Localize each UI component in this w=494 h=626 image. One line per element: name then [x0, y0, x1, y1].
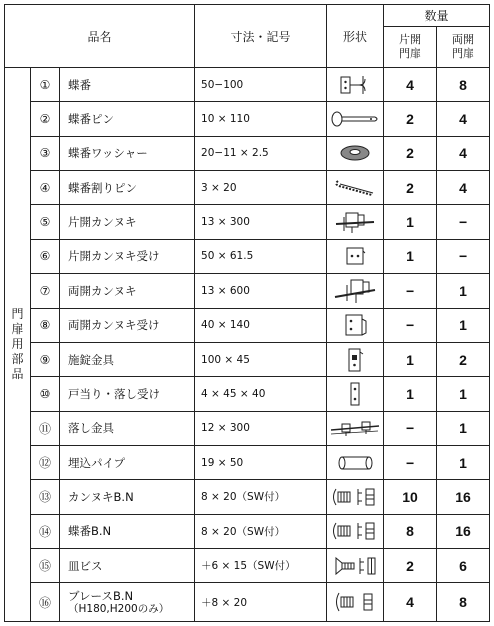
- row-number: ⑪: [31, 411, 60, 445]
- hinge-icon: [327, 68, 384, 102]
- qty-single: 1: [384, 239, 437, 273]
- part-size: 8 × 20（SW付）: [195, 480, 327, 514]
- table-row: [5, 549, 490, 583]
- part-name: 蝶番ワッシャー: [60, 136, 195, 170]
- qty-single: 1: [384, 205, 437, 239]
- header-double-line2: 門扉: [452, 47, 475, 60]
- part-name: 皿ビス: [60, 549, 195, 583]
- part-name: 蝶番: [60, 68, 195, 102]
- lock-fitting-icon: [327, 342, 384, 376]
- header-shape: 形状: [327, 5, 384, 68]
- part-size: 13 × 300: [195, 205, 327, 239]
- table-row: [5, 136, 490, 170]
- brace-bolt-icon: [327, 583, 384, 622]
- parts-table: [4, 4, 490, 622]
- qty-double: 4: [437, 102, 490, 136]
- parts-table-container: [4, 4, 489, 622]
- qty-double: 1: [437, 377, 490, 411]
- header-single-line2: 門扉: [399, 47, 422, 60]
- double-bolt-icon: [327, 274, 384, 308]
- door-stop-icon: [327, 377, 384, 411]
- table-row: [5, 274, 490, 308]
- qty-single: 2: [384, 136, 437, 170]
- part-name: 片開カンヌキ: [60, 205, 195, 239]
- qty-double: 4: [437, 136, 490, 170]
- qty-single: 2: [384, 102, 437, 136]
- row-number: ⑭: [31, 514, 60, 548]
- table-row: [5, 102, 490, 136]
- part-size: 50 × 61.5: [195, 239, 327, 273]
- qty-single: 10: [384, 480, 437, 514]
- qty-double: −: [437, 205, 490, 239]
- table-row: [5, 68, 490, 102]
- category-char: 品: [11, 367, 24, 381]
- table-row: [5, 514, 490, 548]
- category-char: 部: [11, 352, 24, 366]
- hinge-pin-icon: [327, 102, 384, 136]
- row-number: ⑬: [31, 480, 60, 514]
- row-number: ⑯: [31, 583, 60, 622]
- part-name: 蝶番B.N: [60, 514, 195, 548]
- table-row: [5, 445, 490, 479]
- part-size: 20−11 × 2.5: [195, 136, 327, 170]
- part-name: 施錠金具: [60, 342, 195, 376]
- qty-double: 1: [437, 308, 490, 342]
- row-number: ⑧: [31, 308, 60, 342]
- qty-double: 16: [437, 514, 490, 548]
- row-number: ⑨: [31, 342, 60, 376]
- row-number: ④: [31, 171, 60, 205]
- qty-single: 2: [384, 549, 437, 583]
- row-number: ②: [31, 102, 60, 136]
- part-size: 100 × 45: [195, 342, 327, 376]
- row-number: ⑦: [31, 274, 60, 308]
- table-row: [5, 239, 490, 273]
- category-char: 用: [11, 337, 24, 351]
- double-bolt-receiver-icon: [327, 308, 384, 342]
- qty-single: 4: [384, 583, 437, 622]
- part-size: ＋8 × 20: [195, 583, 327, 622]
- row-number: ⑥: [31, 239, 60, 273]
- qty-single: 8: [384, 514, 437, 548]
- part-name: 落し金具: [60, 411, 195, 445]
- part-size: 40 × 140: [195, 308, 327, 342]
- part-size: 50−100: [195, 68, 327, 102]
- qty-single: 2: [384, 171, 437, 205]
- part-size: 8 × 20（SW付）: [195, 514, 327, 548]
- part-size: 4 × 45 × 40: [195, 377, 327, 411]
- qty-double: 4: [437, 171, 490, 205]
- header-size: 寸法・記号: [195, 5, 327, 68]
- table-row: [5, 480, 490, 514]
- bolt-nut-icon: [327, 514, 384, 548]
- part-size: ＋6 × 15（SW付）: [195, 549, 327, 583]
- part-name: 片開カンヌキ受け: [60, 239, 195, 273]
- washer-icon: [327, 136, 384, 170]
- row-number: ⑫: [31, 445, 60, 479]
- qty-double: 8: [437, 583, 490, 622]
- part-size: 10 × 110: [195, 102, 327, 136]
- split-pin-icon: [327, 171, 384, 205]
- table-row: [5, 308, 490, 342]
- qty-double: 8: [437, 68, 490, 102]
- header-single-gate: [384, 27, 437, 68]
- row-number: ③: [31, 136, 60, 170]
- part-name: 戸当り・落し受け: [60, 377, 195, 411]
- part-name-main: ブレースB.N: [68, 589, 134, 604]
- bolt-nut-icon: [327, 480, 384, 514]
- qty-single: 1: [384, 377, 437, 411]
- part-name: [60, 583, 195, 622]
- table-row: [5, 583, 490, 622]
- table-row: [5, 411, 490, 445]
- qty-single: −: [384, 411, 437, 445]
- qty-double: 16: [437, 480, 490, 514]
- header-quantity: 数量: [384, 5, 490, 27]
- table-row: [5, 377, 490, 411]
- qty-double: 1: [437, 274, 490, 308]
- part-name: 埋込パイプ: [60, 445, 195, 479]
- qty-double: 1: [437, 445, 490, 479]
- part-size: 12 × 300: [195, 411, 327, 445]
- table-row: [5, 342, 490, 376]
- header-single-line1: 片開: [399, 33, 422, 46]
- part-name: 蝶番ピン: [60, 102, 195, 136]
- qty-single: −: [384, 274, 437, 308]
- part-name: 両開カンヌキ受け: [60, 308, 195, 342]
- single-bolt-receiver-icon: [327, 239, 384, 273]
- drop-bolt-icon: [327, 411, 384, 445]
- qty-double: 1: [437, 411, 490, 445]
- row-number: ①: [31, 68, 60, 102]
- part-name-note: （H180,H200のみ）: [68, 603, 170, 616]
- embed-pipe-icon: [327, 445, 384, 479]
- row-number: ⑤: [31, 205, 60, 239]
- header-double-line1: 両開: [452, 33, 475, 46]
- qty-double: 6: [437, 549, 490, 583]
- part-size: 13 × 600: [195, 274, 327, 308]
- part-name: カンヌキB.N: [60, 480, 195, 514]
- category-char: 門: [11, 307, 24, 321]
- qty-single: 4: [384, 68, 437, 102]
- single-bolt-icon: [327, 205, 384, 239]
- category-label: [5, 68, 31, 622]
- header-double-gate: [437, 27, 490, 68]
- part-name: 両開カンヌキ: [60, 274, 195, 308]
- qty-double: 2: [437, 342, 490, 376]
- row-number: ⑮: [31, 549, 60, 583]
- category-char: 扉: [11, 322, 24, 336]
- countersunk-screw-icon: [327, 549, 384, 583]
- table-row: [5, 171, 490, 205]
- header-name: 品名: [5, 5, 195, 68]
- qty-single: −: [384, 445, 437, 479]
- qty-single: 1: [384, 342, 437, 376]
- part-size: 3 × 20: [195, 171, 327, 205]
- part-size: 19 × 50: [195, 445, 327, 479]
- qty-single: −: [384, 308, 437, 342]
- qty-double: −: [437, 239, 490, 273]
- part-name: 蝶番割りピン: [60, 171, 195, 205]
- row-number: ⑩: [31, 377, 60, 411]
- table-row: [5, 205, 490, 239]
